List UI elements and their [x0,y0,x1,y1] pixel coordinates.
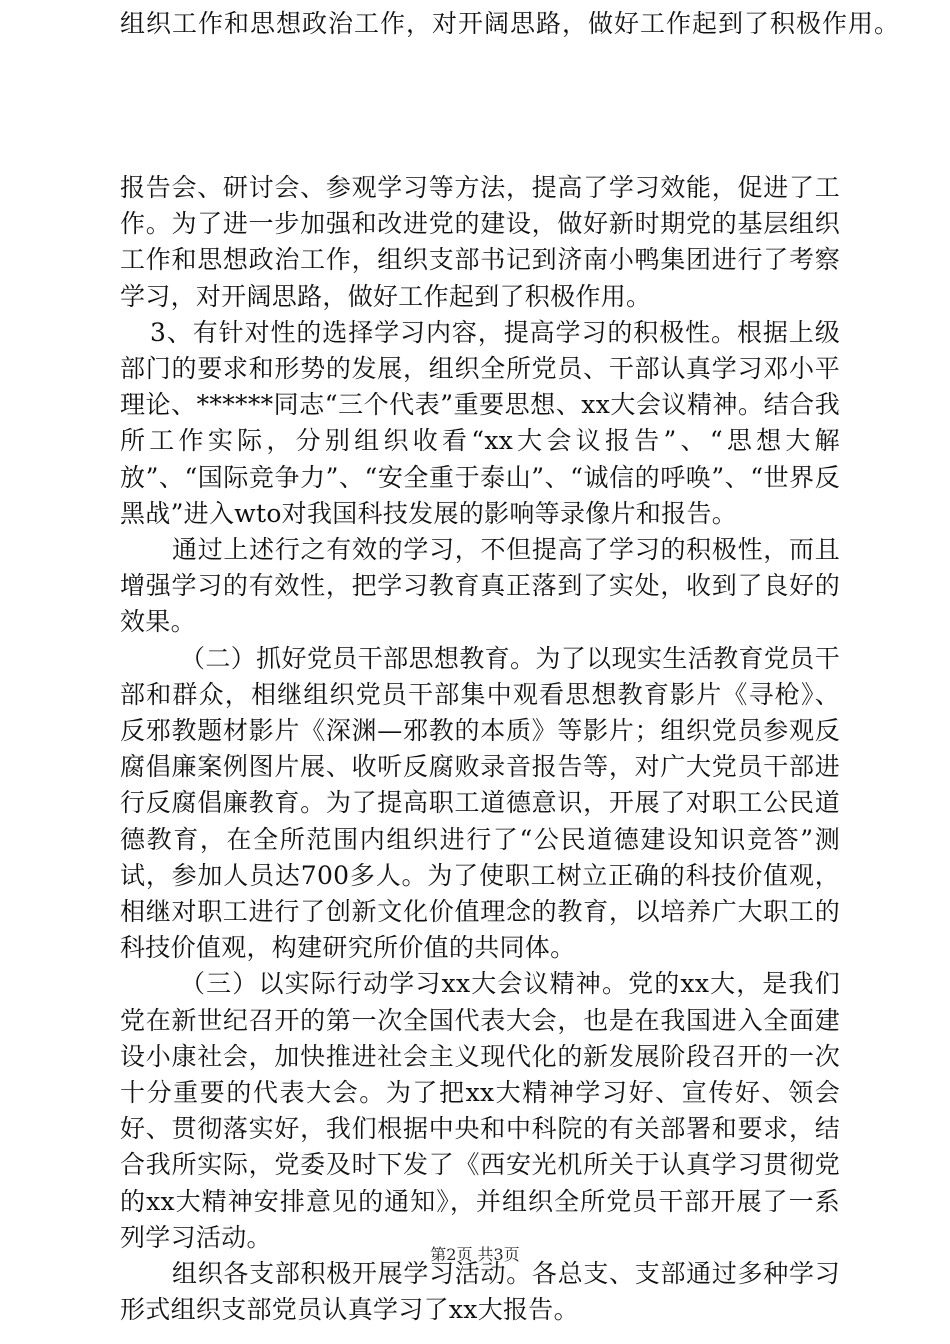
paragraph-study-effect: 通过上述行之有效的学习，不但提高了学习的积极性，而且增强学习的有效性，把学习教育真正落到了实处，收到了良好的效果。 [120,535,840,637]
paragraph-congress-spirit: （三）以实际行动学习xx大会议精神。党的xx大，是我们党在新世纪召开的第一次全国代表大会，也是在我国进入全面建设小康社会，加快推进社会主义现代化的新发展阶段召开的一次十分重要的代表大会。为了把xx大精神学习好、宣传好、领会好、贯彻落实好，我们根据中央和中科院的有关部署和要求，结合我所实际，党委及时下发了《西安光机所关于认真学习贯彻党的xx大精神安排意见的通知》，并组织全所党员干部开展了一系列学习活动。 [120,969,840,1252]
paragraph-branch-activities: 组织各支部积极开展学习活动。各总支、支部通过多种学习形式组织支部党员认真学习了xx大报告。 [120,1259,840,1325]
paragraph-study-content: 3、有针对性的选择学习内容，提高学习的积极性。根据上级部门的要求和形势的发展，组织全所党员、干部认真学习邓小平理论、******同志“三个代表”重要思想、xx大会议精神。结合我所工作实际，分别组织收看“xx大会议报告”、“思想大解放”、“国际竞争力”、“安全重于泰山”、“诚信的呼唤”、“世界反黑战”进入wto对我国科技发展的影响等录像片和报告。 [120,317,840,528]
document-body [120,170,840,1329]
paragraph-ideological-education: （二）抓好党员干部思想教育。为了以现实生活教育党员干部和群众，相继组织党员干部集中观看思想教育影片《寻枪》、反邪教题材影片《深渊—邪教的本质》等影片；组织党员参观反腐倡廉案例图片展、收听反腐败录音报告等，对广大党员干部进行反腐倡廉教育。为了提高职工道德意识，开展了对职工公民道德教育，在全所范围内组织进行了“公民道德建设知识竞答”测试，参加人员达700多人。为了使职工树立正确的科技价值观，相继对职工进行了创新文化价值理念的教育，以培养广大职工的科技价值观，构建研究所价值的共同体。 [120,643,840,963]
page-number-footer: 第2页 共3页 [430,1245,520,1264]
previous-page-fragment: 组织工作和思想政治工作，对开阔思路，做好工作起到了积极作用。 [120,9,901,38]
paragraph-study-methods: 报告会、研讨会、参观学习等方法，提高了学习效能，促进了工作。为了进一步加强和改进党的建设，做好新时期党的基层组织工作和思想政治工作，组织支部书记到济南小鸭集团进行了考察学习，对开阔思路，做好工作起到了积极作用。 [120,173,840,311]
